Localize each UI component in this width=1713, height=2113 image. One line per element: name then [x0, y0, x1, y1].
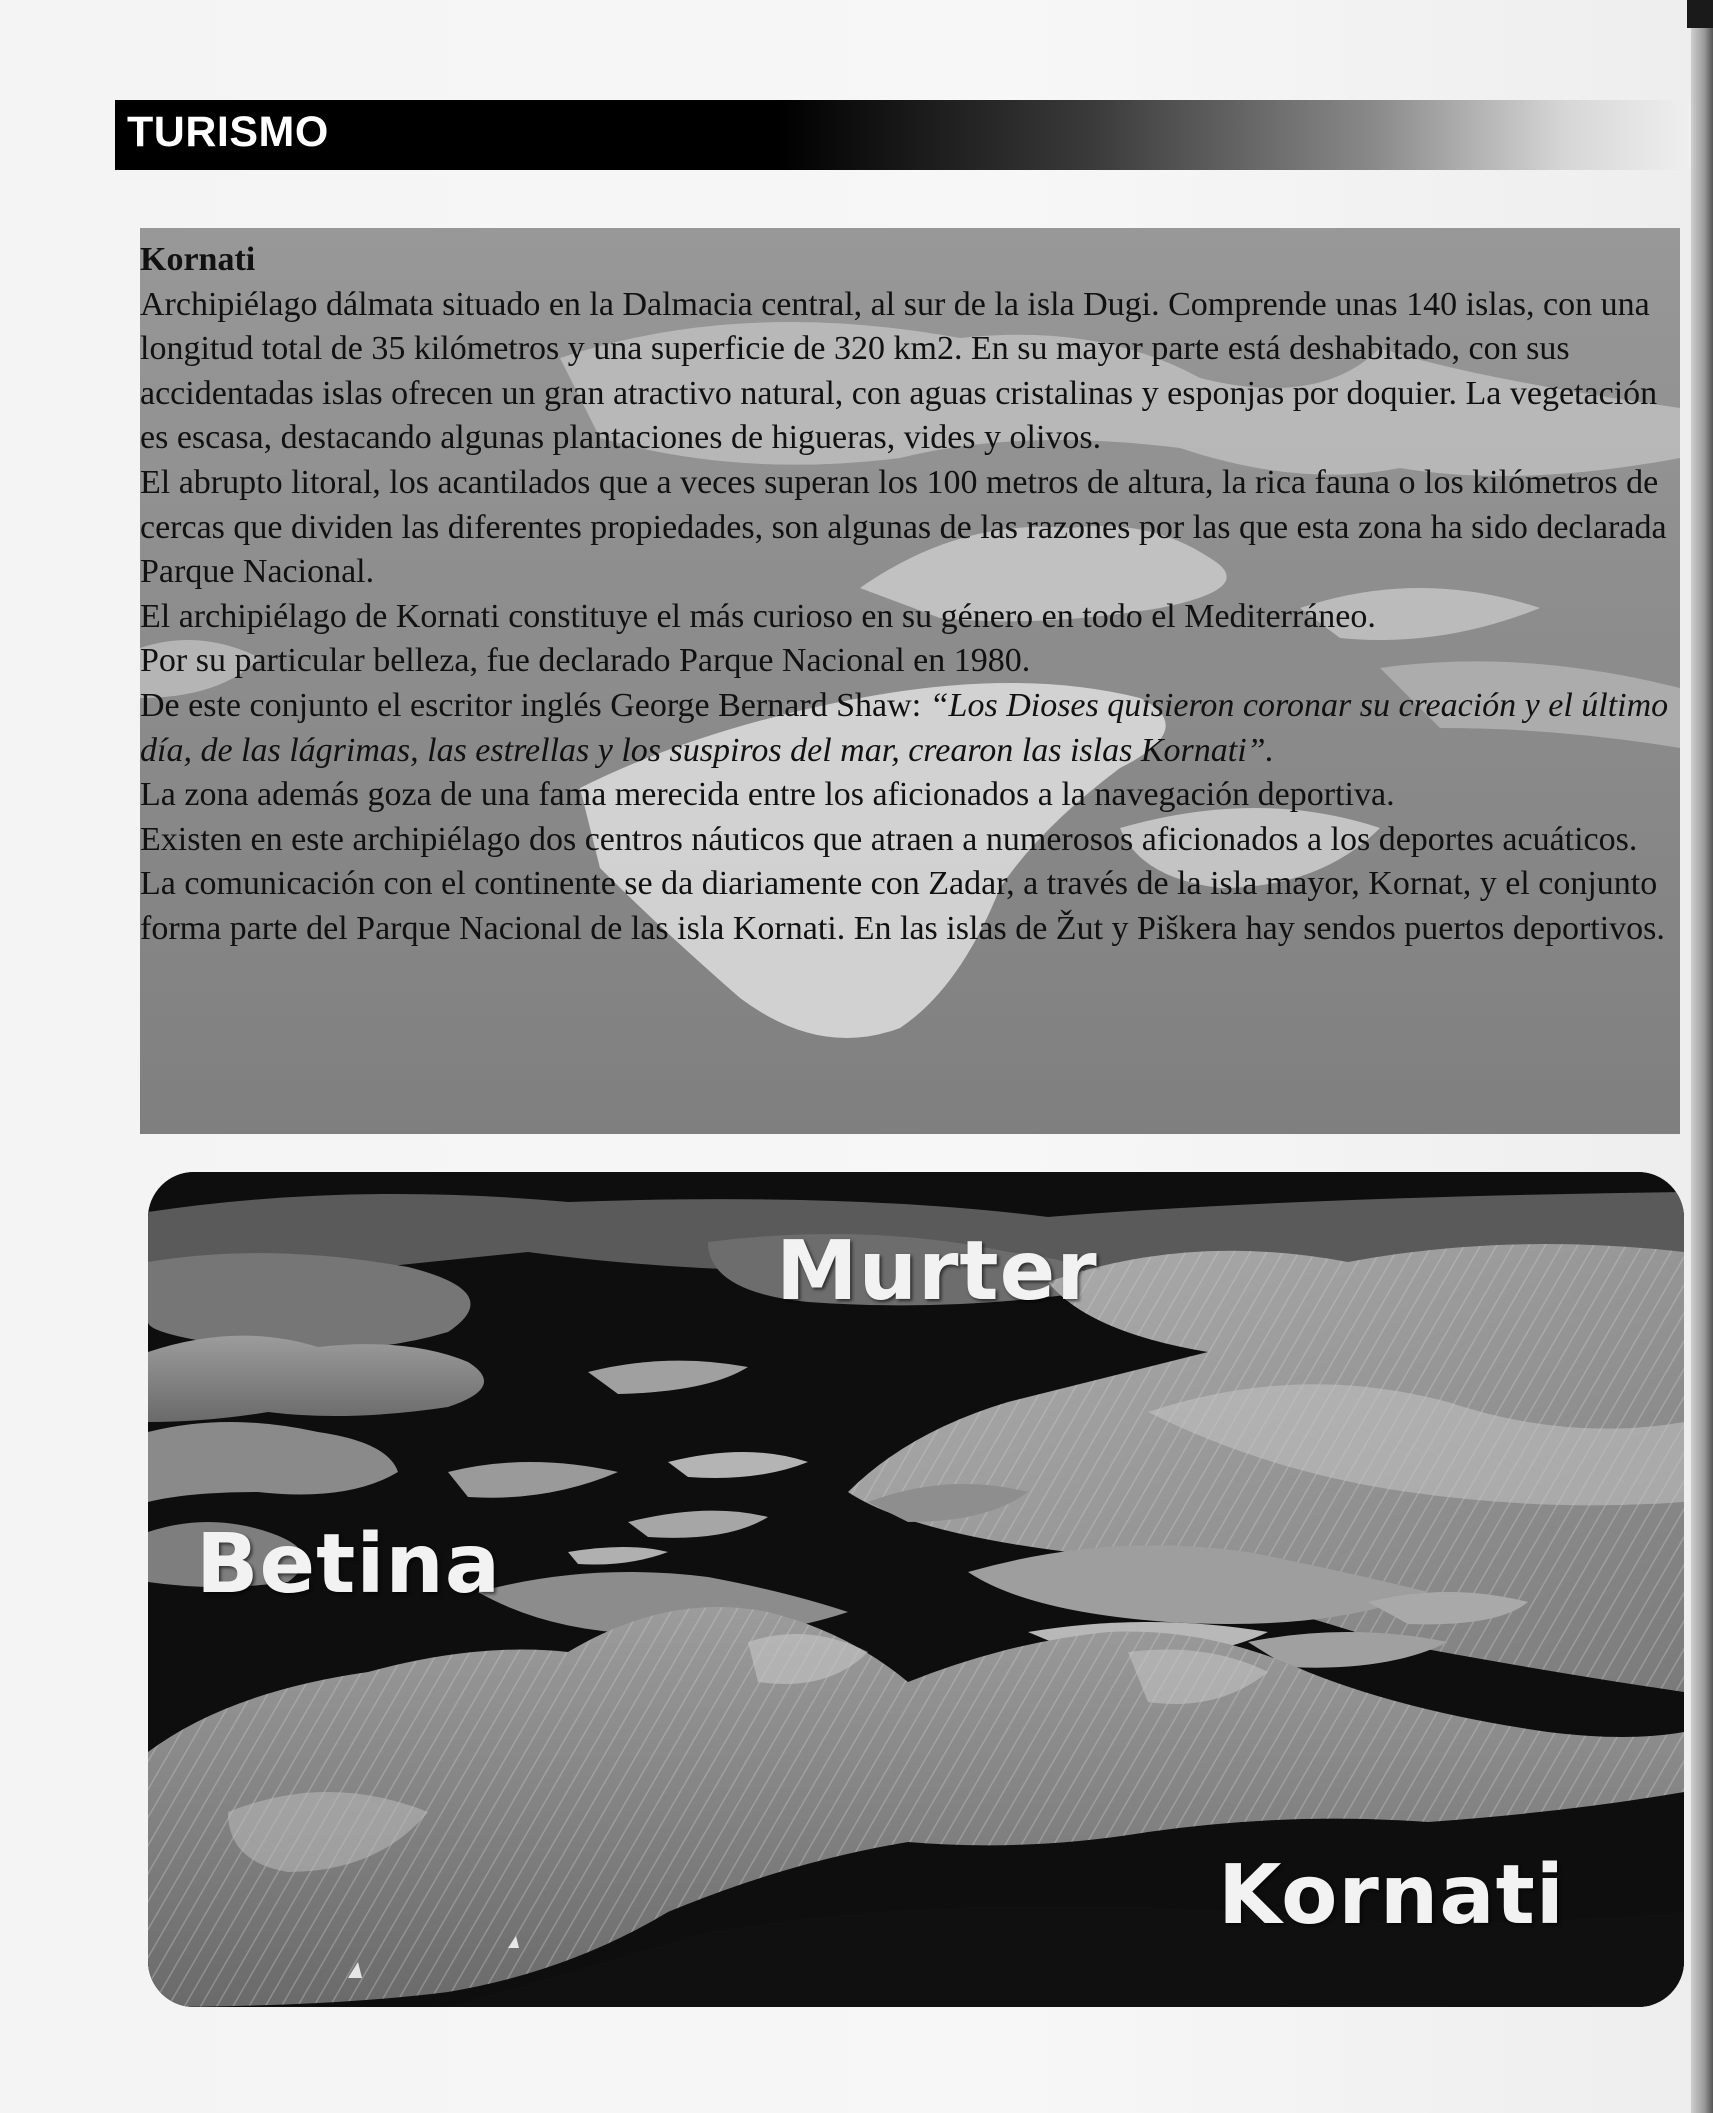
- scan-corner: [1687, 0, 1713, 28]
- label-kornati: Kornati: [1218, 1848, 1565, 1943]
- paragraph-location: Archipiélago dálmata situado en la Dalmacia central, al sur de la isla Dugi. Comprende unas 140 islas, con una longitud total de 35 kilómetros y una superficie de 320 km2. En su mayor parte está deshabitado, con sus accidentadas islas ofrecen un gran atractivo natural, con aguas cristalinas y esponjas por doquier. La vegetación es escasa, destacando algunas plantaciones de higueras, vides y olivos.: [140, 285, 1658, 457]
- shaw-quote: “Los Dioses quisieron coronar su creación y el último día, de las lágrimas, las estrellas y los suspiros del mar, crearon las islas Kornati”.: [140, 686, 1669, 769]
- section-header-bar: [115, 100, 1690, 170]
- paragraph-coastline: El abrupto litoral, los acantilados que a veces superan los 100 metros de altura, la rica fauna o los kilómetros de cercas que dividen las diferentes propiedades, son algunas de las razones por las que esta zona ha sido declarada Parque Nacional.: [140, 463, 1667, 591]
- paragraph-mediterranean: El archipiélago de Kornati constituye el más curioso en su género en todo el Mediterráneo.: [140, 597, 1376, 635]
- article-heading: Kornati: [140, 241, 256, 278]
- paragraph-sailing: La zona además goza de una fama merecida entre los aficionados a la navegación deportiva.: [140, 776, 1395, 814]
- paragraph-quote: [140, 684, 1675, 773]
- article-panel: [140, 228, 1680, 1134]
- quote-intro: De este conjunto el escritor inglés George Bernard Shaw:: [140, 686, 930, 724]
- paragraph-nautical-centers: Existen en este archipiélago dos centros náuticos que atraen a numerosos aficionados a los deportes acuáticos.: [140, 820, 1638, 858]
- article-body: [140, 238, 1675, 952]
- paragraph-national-park: Por su particular belleza, fue declarado Parque Nacional en 1980.: [140, 642, 1031, 680]
- section-title: TURISMO: [127, 108, 329, 156]
- label-betina: Betina: [196, 1517, 502, 1612]
- label-murter: Murter: [776, 1224, 1098, 1319]
- aerial-islands-photo: [148, 1172, 1684, 2007]
- page-edge-shadow: [1691, 0, 1713, 2113]
- paragraph-transport: La comunicación con el continente se da diariamente con Zadar, a través de la isla mayor, Kornat, y el conjunto forma parte del Parque Nacional de las isla Kornati. En las islas de Žut y Piškera hay sendos puertos deportivos.: [140, 865, 1665, 947]
